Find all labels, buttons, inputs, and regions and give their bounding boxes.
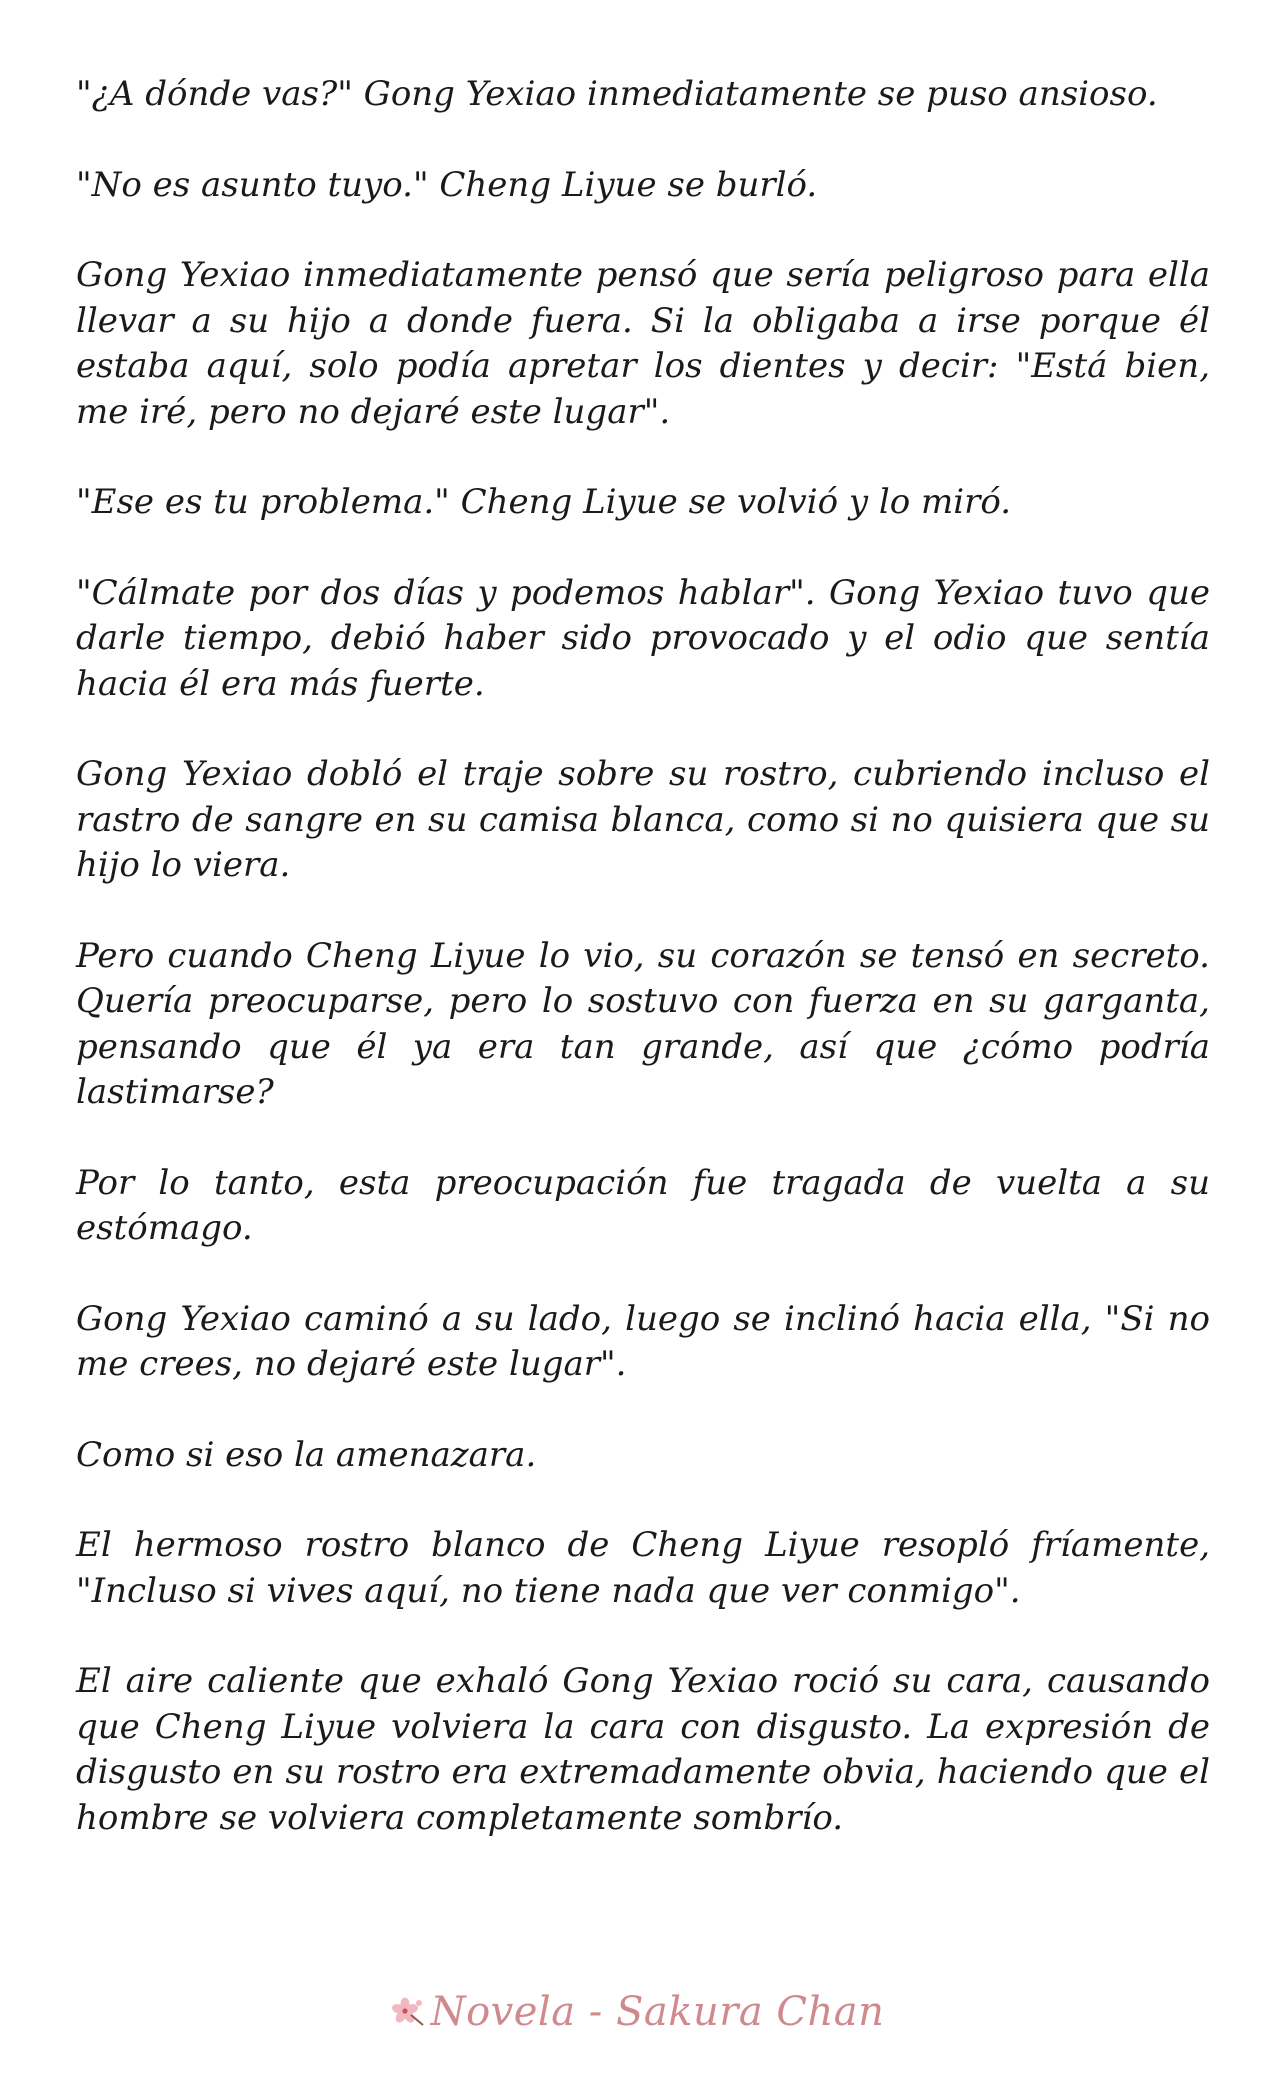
paragraph-2: "No es asunto tuyo." Cheng Liyue se burló. [76, 164, 818, 205]
cherry-blossom-icon [391, 1992, 425, 2026]
watermark-text: Novela - Sakura Chan [430, 1989, 885, 2035]
paragraph-10: Como si eso la amenazara. [76, 1434, 537, 1475]
paragraph-4: "Ese es tu problema." Cheng Liyue se volvió y lo miró. [76, 482, 1012, 522]
paragraph-6: Gong Yexiao dobló el traje sobre su rostro, cubriendo incluso el rastro de sangre en su camisa blanca, como si no quisiera que su hijo lo viera. [76, 754, 1210, 885]
paragraph-7: Pero cuando Cheng Liyue lo vio, su corazón se tensó en secreto. Quería preocuparse, pero lo sostuvo con fuerza en su garganta, pensando que él ya era tan grande, así que ¿cómo podría lastimarse? [76, 935, 1210, 1112]
paragraph-9: Gong Yexiao caminó a su lado, luego se inclinó hacia ella, "Si no me crees, no dejaré este lugar". [76, 1298, 1210, 1384]
paragraph-1: "¿A dónde vas?" Gong Yexiao inmediatamente se puso ansioso. [76, 74, 1158, 114]
paragraph-5: "Cálmate por dos días y podemos hablar". Gong Yexiao tuvo que darle tiempo, debió haber sido provocado y el odio que sentía hacia él era más fuerte. [76, 572, 1210, 704]
paragraph-3: Gong Yexiao inmediatamente pensó que sería peligroso para ella llevar a su hijo a donde fuera. Si la obligaba a irse porque él estaba aquí, solo podía apretar los dientes y decir: "Está bien, me iré, pero no dejaré este lugar". [76, 255, 1210, 432]
paragraph-11: El hermoso rostro blanco de Cheng Liyue resopló fríamente, "Incluso si vives aquí, no tiene nada que ver conmigo". [76, 1525, 1210, 1611]
paragraph-8: Por lo tanto, esta preocupación fue tragada de vuelta a su estómago. [76, 1162, 1210, 1248]
watermark [0, 1988, 1275, 2036]
paragraph-12: El aire caliente que exhaló Gong Yexiao roció su cara, causando que Cheng Liyue volviera la cara con disgusto. La expresión de disgusto en su rostro era extremadamente obvia, haciendo que el hombre se volviera completamente sombrío. [76, 1661, 1210, 1838]
document-body [76, 72, 1210, 1886]
